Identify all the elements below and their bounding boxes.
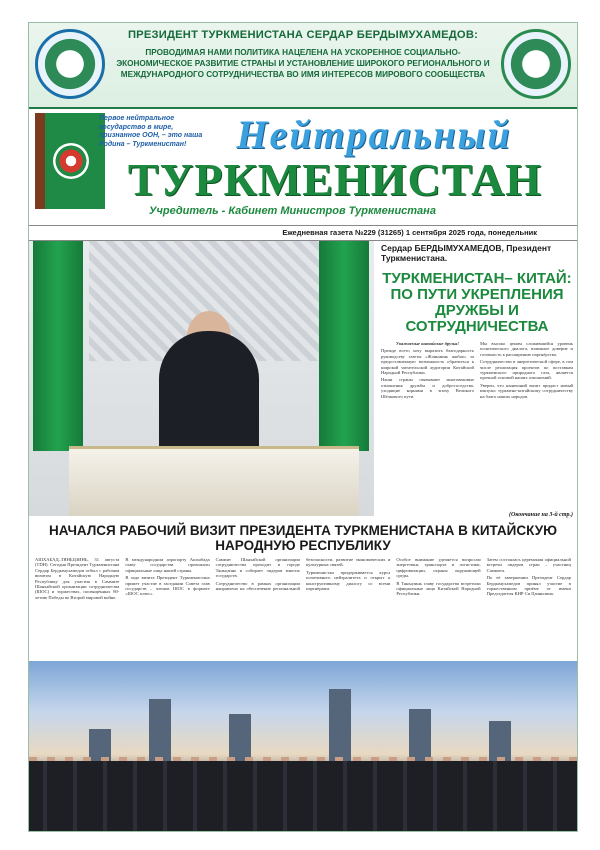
president-photo: [29, 241, 374, 516]
continued-note: (Окончание на 3-й стр.): [509, 512, 573, 518]
article-paragraph: Прежде всего хочу выразить благодарность руководству газеты «Жэньминь жибао» за предоставленную возможность обратиться к широкой читательской аудитории Китайской Народной Республики.: [381, 348, 474, 376]
masthead-title-line1: Нейтральный: [236, 112, 512, 157]
main-story-text: [35, 557, 571, 657]
story-paragraph: По её завершении Президент Сердар Бердымухамедов принял участие в торжественном приёме от имени Председателя КНР Си Цзиньпина.: [486, 575, 571, 597]
left-seal-icon: [35, 29, 105, 99]
story-paragraph: Сотрудничество в рамках организации направлено на обеспечение региональной безопасности, развитие экономических и культурных связей.: [215, 557, 391, 592]
dateline: [29, 225, 577, 241]
story-paragraph: В ходе визита Президент Туркменистана примет участие в заседании Совета глав государств – членов ШОС в формате «ШОС плюс».: [125, 575, 210, 597]
article-section-title: Уважаемые китайские друзья!: [395, 341, 460, 346]
neutrality-note: Первое нейтральное государство в мире, признанное ООН, – это наша Родина – Туркменистан!: [99, 115, 203, 148]
flag-icon: [35, 113, 105, 209]
story-paragraph: Саммит Шанхайской организации сотрудничества проходит в городе Тяньцзинь и собирает лидеров многих государств.: [215, 557, 300, 579]
story-paragraph: Туркменистан придерживается курса позитивного нейтралитета и открыт к конструктивному диалогу со всеми партнёрами.: [305, 569, 391, 592]
photo-desk: [69, 446, 359, 516]
newspaper-page: [28, 22, 578, 832]
article-paragraph: Сотрудничество в энергетической сфере, в том числе реализация проектов по поставкам туркменского природного газа, является прочной основой наших отношений.: [480, 359, 573, 381]
top-banner: [29, 23, 577, 109]
lead-article: [381, 243, 573, 518]
story-paragraph: Особое внимание уделяется вопросам энергетики, транспорта и логистики, цифровизации, охраны окружающей среды.: [396, 557, 481, 579]
right-seal-icon: [501, 29, 571, 99]
article-paragraph: Уверен, что нынешний визит придаст новый импульс туркмено-китайскому сотрудничеству на благо наших народов.: [480, 382, 573, 399]
article-author: Сердар БЕРДЫМУХАМЕДОВ, Президент Туркменистана.: [381, 243, 552, 263]
story-paragraph: Затем состоялась церемония официальной встречи лидеров стран – участниц Саммита.: [486, 557, 571, 573]
article-paragraph: Мы высоко ценим сложившийся уровень политического диалога, взаимное доверие и готовность к расширению партнёрства.: [480, 341, 573, 357]
masthead-title-line2: ТУРКМЕНИСТАН: [127, 154, 543, 205]
masthead: [29, 109, 577, 225]
dateline-text: Ежедневная газета №229 (31265) 1 сентября 2025 года, понедельник: [282, 228, 537, 237]
story-paragraph: АШХАБАД–ТЯНЬЦЗИНЬ, 31 августа (TDH). Сегодня Президент Туркменистана Сердар Бердымухамедов отбыл с рабочим визитом в Китайскую Народную Республику для участия в Саммите Шанхайской организации сотрудничества (ШОС) и торжествах, посвящённых 80-летию Победы во Второй мировой войне.: [35, 557, 120, 600]
article-text: [381, 341, 573, 401]
article-headline: ТУРКМЕНИСТАН– КИТАЙ: ПО ПУТИ УКРЕПЛЕНИЯ ДРУЖБЫ И СОТРУДНИЧЕСТВА: [382, 270, 572, 335]
photo-flag-right: [319, 241, 369, 451]
story-paragraph: В международном аэропорту Ашхабада главу государства провожали официальные лица нашей страны.: [125, 557, 210, 573]
photo-people: [29, 761, 577, 831]
founder-line: Учредитель - Кабинет Министров Туркменистана: [149, 205, 436, 217]
story-paragraph: В Тяньцзинь главу государства встретили официальные лица Китайской Народной Республики.: [396, 580, 481, 597]
photo-person: [159, 331, 259, 451]
emblem-icon: [53, 143, 89, 179]
banner-subtitle: ПРОВОДИМАЯ НАМИ ПОЛИТИКА НАЦЕЛЕНА НА УСКОРЕННОЕ СОЦИАЛЬНО-ЭКОНОМИЧЕСКОЕ РАЗВИТИЕ СТРАНЫ И УСТАНОВЛЕНИЕ ШИРОКОГО РЕГИОНАЛЬНОГО И МЕЖДУНАРОДНОГО СОТРУДНИЧЕСТВА ВО ИМЯ ИНТЕРЕСОВ МИРОВОГО СООБЩЕСТВА: [116, 48, 490, 79]
article-paragraph: Наши страны связывают многовековые отношения дружбы и добрососедства, уходящие корнями в эпоху Великого Шёлкового пути.: [381, 377, 474, 399]
photo-flag-left: [33, 241, 83, 451]
main-story-headline: НАЧАЛСЯ РАБОЧИЙ ВИЗИТ ПРЕЗИДЕНТА ТУРКМЕНИСТАНА В КИТАЙСКУЮ НАРОДНУЮ РЕСПУБЛИКУ: [48, 523, 558, 553]
group-photo: [29, 661, 577, 831]
banner-title: ПРЕЗИДЕНТ ТУРКМЕНИСТАНА СЕРДАР БЕРДЫМУХАМЕДОВ:: [127, 29, 479, 41]
